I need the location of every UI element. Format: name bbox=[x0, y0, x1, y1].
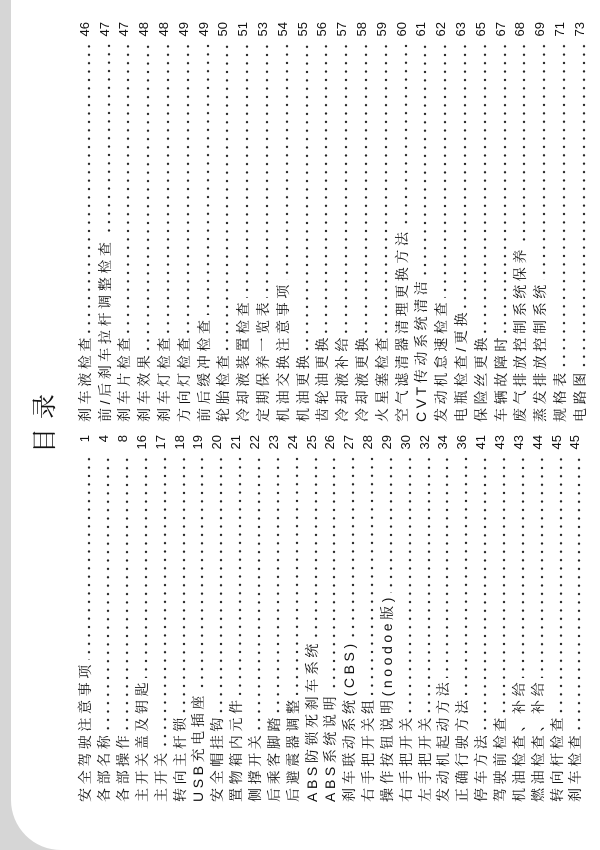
toc-entry-page-number: 19 bbox=[190, 435, 206, 450]
toc-entry-label: 侧撑开关 bbox=[247, 731, 264, 802]
toc-entry bbox=[372, 22, 392, 422]
toc-entry-label: 电瓶检查/更换 bbox=[453, 308, 470, 422]
toc-entry-label: 各部操作 bbox=[115, 731, 132, 802]
toc-dot-leader bbox=[245, 40, 249, 298]
toc-dot-leader bbox=[186, 40, 190, 333]
toc-entry-label: 后乘客脚踏 bbox=[265, 714, 282, 802]
toc-entry-label: 冷却液补给 bbox=[334, 334, 351, 422]
toc-entry bbox=[359, 435, 378, 802]
toc-dot-leader bbox=[364, 40, 368, 333]
toc-entry-page-number: 43 bbox=[510, 435, 526, 450]
toc-entry-page-number: 47 bbox=[116, 22, 132, 37]
toc-entry bbox=[434, 435, 453, 802]
toc-entry-page-number: 22 bbox=[247, 435, 263, 450]
toc-dot-leader bbox=[265, 40, 269, 298]
toc-entry-page-number: 62 bbox=[433, 22, 449, 37]
toc-dot-leader bbox=[206, 40, 210, 315]
toc-entry-page-number: 60 bbox=[393, 22, 409, 37]
toc-entry-label: 空气滤清器清理更换方法 bbox=[393, 228, 410, 422]
toc-dot-leader bbox=[559, 453, 563, 713]
toc-dot-leader bbox=[483, 40, 487, 333]
toc-dot-leader bbox=[107, 40, 111, 238]
toc-entry-page-number: 59 bbox=[373, 22, 389, 37]
toc-entry-label: 主开关 bbox=[152, 749, 169, 802]
toc-entry bbox=[431, 22, 451, 422]
toc-entry bbox=[151, 435, 170, 802]
toc-entry bbox=[412, 22, 432, 422]
toc-entry bbox=[302, 435, 321, 802]
toc-dot-leader bbox=[238, 453, 242, 695]
toc-entry bbox=[194, 22, 214, 422]
toc-entry bbox=[392, 22, 412, 422]
toc-entry bbox=[453, 435, 472, 802]
toc-entry-page-number: 34 bbox=[435, 435, 451, 450]
toc-entry-page-number: 71 bbox=[552, 22, 568, 37]
toc-entry-label: 后避震器调整 bbox=[284, 696, 301, 802]
toc-entry bbox=[528, 435, 547, 802]
toc-entry-label: 发动机起动方法 bbox=[435, 678, 452, 802]
toc-dot-leader bbox=[285, 40, 289, 280]
toc-entry-page-number: 17 bbox=[152, 435, 168, 450]
toc-dot-leader bbox=[125, 453, 129, 731]
toc-entry-page-number: 45 bbox=[548, 435, 564, 450]
toc-entry-page-number: 61 bbox=[413, 22, 429, 37]
toc-entry bbox=[264, 435, 283, 802]
toc-entry-label: 燃油检查、补给 bbox=[529, 678, 546, 802]
toc-entry bbox=[415, 435, 434, 802]
toc-dot-leader bbox=[305, 40, 309, 351]
toc-entry bbox=[134, 22, 154, 422]
toc-entry bbox=[547, 435, 566, 802]
toc-dot-leader bbox=[427, 453, 431, 713]
toc-entry-page-number: 41 bbox=[473, 435, 489, 450]
toc-entry bbox=[76, 435, 95, 802]
toc-entry-label: 转向主杆锁 bbox=[171, 714, 188, 802]
toc-dot-leader bbox=[540, 453, 544, 678]
toc-entry-page-number: 49 bbox=[195, 22, 211, 37]
toc-entry bbox=[352, 22, 372, 422]
toc-entry-page-number: 56 bbox=[314, 22, 330, 37]
toc-entry bbox=[75, 22, 95, 422]
toc-dot-leader bbox=[542, 40, 546, 280]
toc-entry-label: 机油更换 bbox=[294, 351, 311, 422]
toc-entry-page-number: 16 bbox=[133, 435, 149, 450]
toc-entry-label: USB充电插座 bbox=[190, 692, 207, 802]
toc-entry-label: 右手把开关 bbox=[397, 714, 414, 802]
toc-entry-label: 主开关盖及钥匙 bbox=[133, 678, 150, 802]
toc-title: 目录 bbox=[30, 384, 59, 453]
toc-entry-label: 车辆故障时 bbox=[492, 334, 509, 422]
toc-entry bbox=[174, 22, 194, 422]
toc-entry-page-number: 24 bbox=[284, 435, 300, 450]
toc-dot-leader bbox=[344, 40, 348, 333]
toc-dot-leader bbox=[582, 40, 586, 368]
toc-entry bbox=[246, 435, 265, 802]
toc-entry-label: 前/后刹车拉杆调整检查 bbox=[96, 238, 113, 422]
toc-entry-label: 刹车液检查 bbox=[76, 334, 93, 422]
toc-entry-label: 刹车片检查 bbox=[116, 334, 133, 422]
toc-dot-leader bbox=[389, 453, 393, 593]
toc-dot-leader bbox=[324, 40, 328, 333]
toc-entry-page-number: 30 bbox=[397, 435, 413, 450]
toc-entry-page-number: 8 bbox=[115, 435, 131, 443]
toc-entry-label: 机油交换注意事项 bbox=[274, 281, 291, 422]
toc-entry-page-number: 44 bbox=[529, 435, 545, 450]
toc-entry-label: 废气排放控制系统保养 bbox=[512, 246, 529, 422]
toc-entry bbox=[340, 435, 359, 802]
toc-entry bbox=[491, 435, 510, 802]
toc-dot-leader bbox=[87, 40, 91, 333]
toc-entry-label: 右手把开关组 bbox=[360, 696, 377, 802]
toc-entry-page-number: 49 bbox=[175, 22, 191, 37]
toc-entry-label: 驾驶前检查 bbox=[491, 714, 508, 802]
toc-entry-label: ABS防锁死刹车系统 bbox=[303, 639, 320, 802]
toc-entry-label: 刹车检查 bbox=[567, 731, 584, 802]
toc-entry-label: 保险丝更换 bbox=[472, 334, 489, 422]
toc-entry-label: 停车方法 bbox=[473, 731, 490, 802]
toc-entry-label: 齿轮油更换 bbox=[314, 334, 331, 422]
toc-entry-label: 冷却液更换 bbox=[354, 334, 371, 422]
toc-dot-leader bbox=[483, 453, 487, 731]
toc-dot-leader bbox=[464, 453, 468, 695]
toc-entry-page-number: 28 bbox=[360, 435, 376, 450]
toc-dot-leader bbox=[443, 40, 447, 298]
toc-entry-label: 轮胎检查 bbox=[215, 351, 232, 422]
toc-dot-leader bbox=[562, 40, 566, 368]
toc-entry-label: 规格表 bbox=[552, 369, 569, 422]
toc-dot-leader bbox=[182, 453, 186, 713]
toc-dot-leader bbox=[126, 40, 130, 333]
toc-entry-label: 刹车联动系统(CBS) bbox=[341, 640, 358, 802]
toc-entry bbox=[566, 435, 585, 802]
toc-entry bbox=[114, 435, 133, 802]
toc-entry bbox=[214, 22, 234, 422]
toc-column-right bbox=[75, 22, 590, 422]
toc-column-left bbox=[76, 435, 585, 802]
toc-entry-page-number: 27 bbox=[341, 435, 357, 450]
toc-entry bbox=[332, 22, 352, 422]
toc-entry bbox=[170, 435, 189, 802]
toc-entry-page-number: 1 bbox=[77, 435, 93, 443]
toc-entry-page-number: 48 bbox=[156, 22, 172, 37]
toc-entry-label: ABS系统说明 bbox=[322, 692, 339, 802]
toc-dot-leader bbox=[219, 453, 223, 713]
toc-dot-leader bbox=[166, 40, 170, 333]
toc-entry-page-number: 54 bbox=[274, 22, 290, 37]
toc-entry-label: 前后缓冲检查 bbox=[195, 316, 212, 422]
toc-dot-leader bbox=[384, 40, 388, 333]
toc-entry bbox=[227, 435, 246, 802]
toc-dot-leader bbox=[87, 453, 91, 660]
toc-entry-page-number: 46 bbox=[76, 22, 92, 37]
toc-entry-page-number: 47 bbox=[96, 22, 112, 37]
toc-dot-leader bbox=[502, 453, 506, 713]
toc-entry-page-number: 21 bbox=[228, 435, 244, 450]
toc-entry bbox=[570, 22, 590, 422]
toc-dot-leader bbox=[351, 453, 355, 639]
toc-dot-leader bbox=[423, 40, 427, 277]
toc-entry bbox=[530, 22, 550, 422]
toc-entry-label: 左手把开关 bbox=[416, 714, 433, 802]
toc-entry bbox=[154, 22, 174, 422]
toc-entry-page-number: 4 bbox=[96, 435, 112, 443]
toc-entry-label: 发动机怠速检查 bbox=[433, 298, 450, 422]
toc-dot-leader bbox=[144, 453, 148, 678]
toc-entry-page-number: 53 bbox=[255, 22, 271, 37]
toc-entry bbox=[491, 22, 511, 422]
toc-dot-leader bbox=[314, 453, 318, 639]
toc-entry-label: 方向灯检查 bbox=[175, 334, 192, 422]
toc-entry bbox=[283, 435, 302, 802]
toc-dot-leader bbox=[577, 453, 581, 731]
toc-entry bbox=[115, 22, 135, 422]
toc-entry-page-number: 48 bbox=[136, 22, 152, 37]
toc-entry-page-number: 57 bbox=[334, 22, 350, 37]
toc-entry bbox=[550, 22, 570, 422]
toc-entry-page-number: 63 bbox=[453, 22, 469, 37]
toc-entry-label: 电路图 bbox=[571, 369, 588, 422]
toc-entry bbox=[233, 22, 253, 422]
toc-entry bbox=[273, 22, 293, 422]
toc-entry-label: 冷却液装置检查 bbox=[235, 298, 252, 422]
toc-entry-page-number: 23 bbox=[265, 435, 281, 450]
toc-entry bbox=[133, 435, 152, 802]
toc-dot-leader bbox=[521, 453, 525, 678]
toc-entry-label: 正确行驶方法 bbox=[454, 696, 471, 802]
toc-dot-leader bbox=[276, 453, 280, 713]
toc-entry-label: 安全驾驶注意事项 bbox=[77, 661, 94, 802]
toc-entry-page-number: 73 bbox=[571, 22, 587, 37]
toc-entry-page-number: 65 bbox=[472, 22, 488, 37]
toc-dot-leader bbox=[200, 453, 204, 691]
toc-entry bbox=[378, 435, 397, 802]
toc-dot-leader bbox=[225, 40, 229, 351]
toc-entry-page-number: 50 bbox=[215, 22, 231, 37]
toc-dot-leader bbox=[522, 40, 526, 245]
toc-entry-page-number: 18 bbox=[171, 435, 187, 450]
toc-entry-label: 蒸发排放控制系统 bbox=[532, 281, 549, 422]
toc-entry-label: 刹车灯检查 bbox=[156, 334, 173, 422]
toc-entry-label: CVT传动系统清洁 bbox=[413, 277, 430, 422]
toc-entry bbox=[451, 22, 471, 422]
toc-entry-page-number: 20 bbox=[209, 435, 225, 450]
toc-dot-leader bbox=[106, 453, 110, 731]
toc-entry bbox=[321, 435, 340, 802]
toc-entry-label: 定期保养一览表 bbox=[255, 298, 272, 422]
toc-entry-page-number: 36 bbox=[454, 435, 470, 450]
toc-entry-page-number: 51 bbox=[235, 22, 251, 37]
toc-dot-leader bbox=[370, 453, 374, 695]
toc-entry bbox=[509, 435, 528, 802]
toc-entry-page-number: 68 bbox=[512, 22, 528, 37]
toc-entry bbox=[208, 435, 227, 802]
toc-entry-label: 各部名称 bbox=[96, 731, 113, 802]
toc-entry-label: 转向杆检查 bbox=[548, 714, 565, 802]
toc-entry-page-number: 43 bbox=[491, 435, 507, 450]
toc-entry-page-number: 67 bbox=[492, 22, 508, 37]
toc-entry bbox=[313, 22, 333, 422]
toc-entry bbox=[511, 22, 531, 422]
toc-dot-leader bbox=[332, 453, 336, 692]
toc-entry-label: 刹车效果 bbox=[136, 351, 153, 422]
toc-entry-page-number: 69 bbox=[532, 22, 548, 37]
toc-dot-leader bbox=[404, 40, 408, 227]
toc-entry-label: 操作按钮说明(noodoe版) bbox=[378, 593, 395, 802]
toc-entry bbox=[189, 435, 208, 802]
toc-dot-leader bbox=[146, 40, 150, 351]
toc-entry-label: 机油检查、补给 bbox=[510, 678, 527, 802]
toc-entry-label: 安全帽挂钩 bbox=[209, 714, 226, 802]
toc-entry bbox=[95, 22, 115, 422]
toc-entry bbox=[293, 22, 313, 422]
toc-dot-leader bbox=[163, 453, 167, 748]
toc-dot-leader bbox=[408, 453, 412, 713]
toc-entry-page-number: 45 bbox=[567, 435, 583, 450]
toc-entry-page-number: 55 bbox=[294, 22, 310, 37]
toc-entry-label: 置物箱内元件 bbox=[228, 696, 245, 802]
toc-entry bbox=[396, 435, 415, 802]
toc-dot-leader bbox=[257, 453, 261, 731]
toc-entry bbox=[253, 22, 273, 422]
toc-entry-page-number: 32 bbox=[416, 435, 432, 450]
toc-dot-leader bbox=[463, 40, 467, 308]
toc-entry bbox=[471, 22, 491, 422]
toc-entry-page-number: 25 bbox=[303, 435, 319, 450]
toc-entry-page-number: 26 bbox=[322, 435, 338, 450]
toc-entry bbox=[95, 435, 114, 802]
toc-entry-page-number: 29 bbox=[378, 435, 394, 450]
toc-dot-leader bbox=[445, 453, 449, 678]
toc-dot-leader bbox=[503, 40, 507, 333]
toc-entry-label: 火星塞检查 bbox=[373, 334, 390, 422]
toc-dot-leader bbox=[295, 453, 299, 695]
toc-entry bbox=[472, 435, 491, 802]
toc-entry-page-number: 58 bbox=[354, 22, 370, 37]
